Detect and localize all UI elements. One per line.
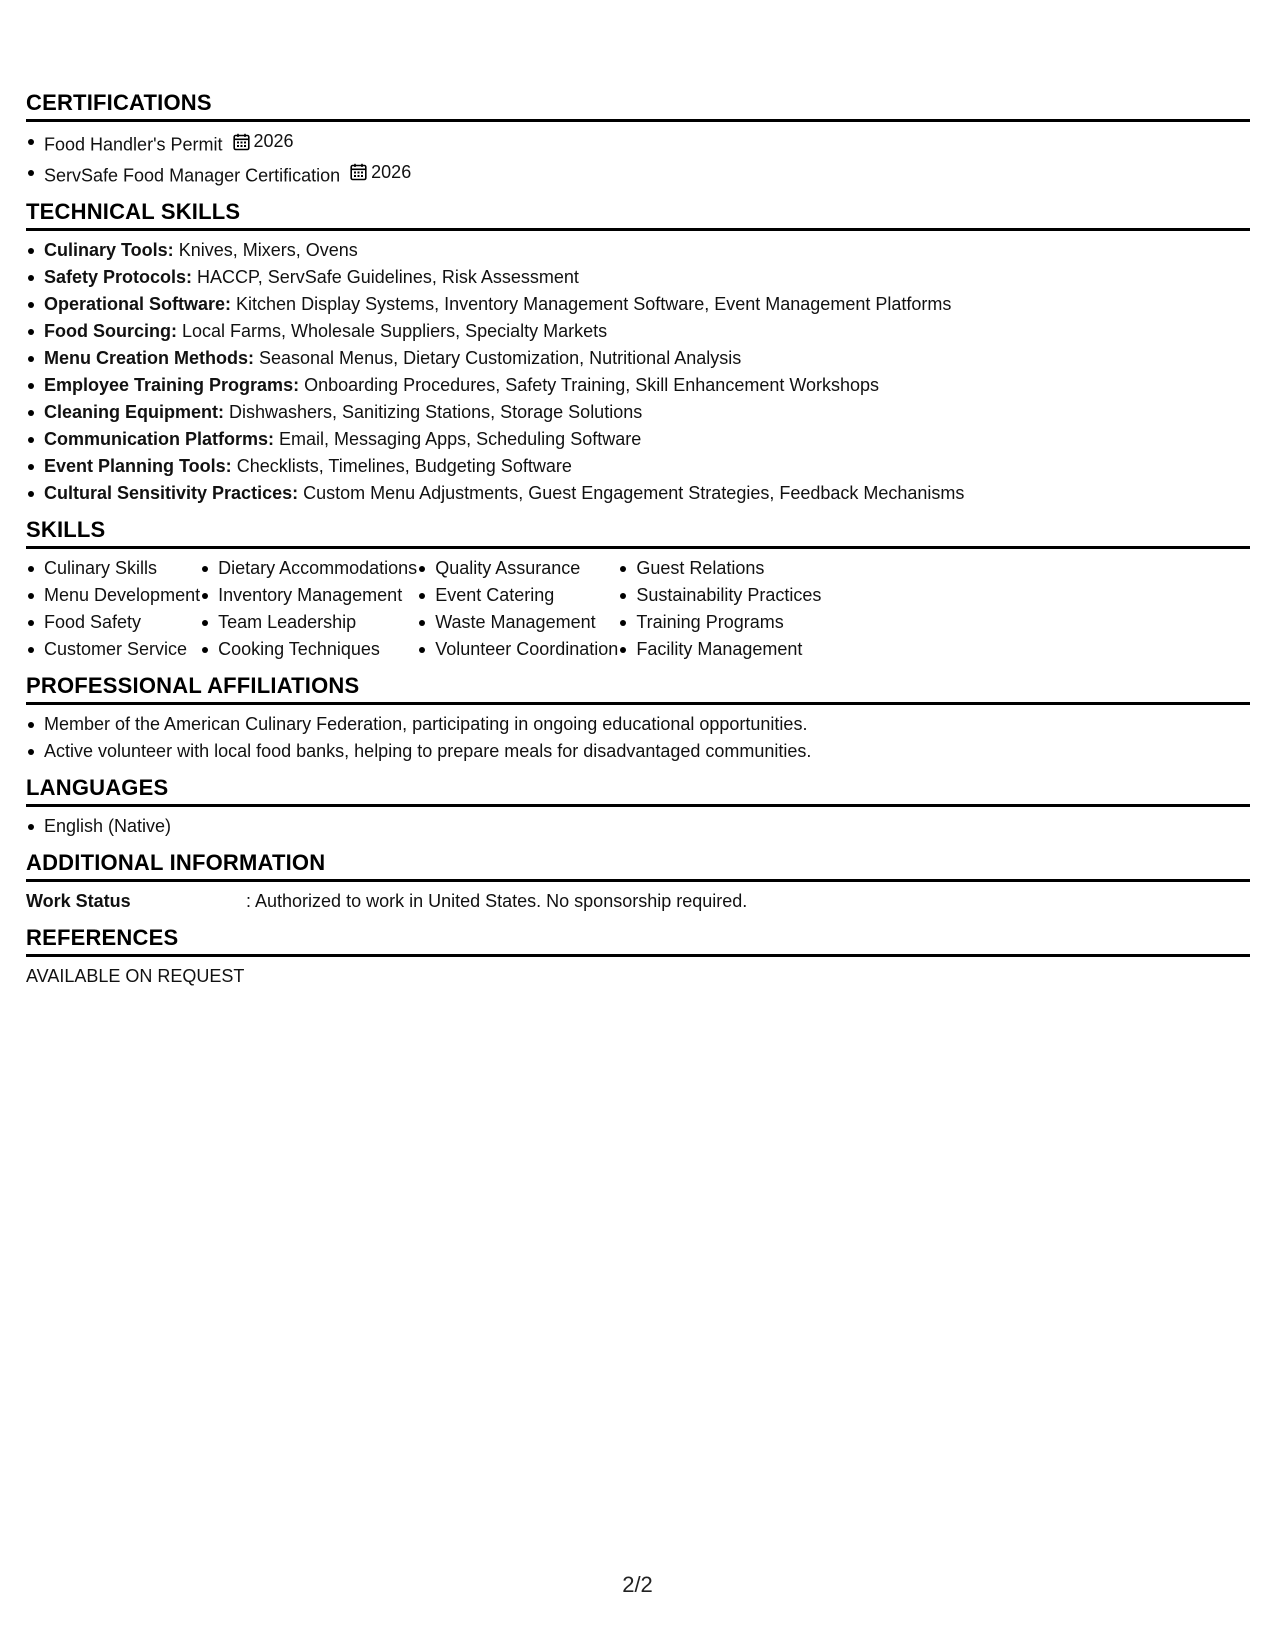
technical-skill-item [26, 237, 1250, 264]
technical-skill-item [26, 318, 1250, 345]
technical-skills-list [26, 237, 1250, 507]
skills-heading: SKILLS [26, 517, 1250, 549]
skill-item: Training Programs [618, 609, 821, 636]
certification-item [26, 128, 1250, 159]
skill-item: Food Safety [26, 609, 200, 636]
technical-skill-item [26, 264, 1250, 291]
skill-item: Sustainability Practices [618, 582, 821, 609]
languages-list [26, 813, 1250, 840]
technical-skill-value: HACCP, ServSafe Guidelines, Risk Assessment [192, 267, 579, 287]
skill-item: Facility Management [618, 636, 821, 663]
technical-skill-label: Event Planning Tools: [44, 456, 232, 476]
languages-section [26, 775, 1250, 840]
technical-skill-label: Safety Protocols: [44, 267, 193, 287]
technical-skill-value: Seasonal Menus, Dietary Customization, Nutritional Analysis [254, 348, 742, 368]
skills-section [26, 517, 1250, 663]
technical-skill-label: Employee Training Programs: [44, 375, 300, 395]
technical-skill-value: Kitchen Display Systems, Inventory Management Software, Event Management Platforms [231, 294, 952, 314]
skill-item: Team Leadership [200, 609, 417, 636]
certifications-section [26, 90, 1250, 189]
technical-skill-label: Menu Creation Methods: [44, 348, 254, 368]
references-heading: REFERENCES [26, 925, 1250, 957]
work-status-label: Work Status [26, 891, 131, 911]
resume-page [26, 90, 1250, 1000]
technical-skill-item [26, 291, 1250, 318]
technical-skill-item [26, 480, 1250, 507]
certifications-heading: CERTIFICATIONS [26, 90, 1250, 122]
page-number: 2/2 [622, 1572, 653, 1597]
technical-skill-label: Food Sourcing: [44, 321, 177, 341]
certification-year: 2026 [253, 131, 294, 151]
skill-item: Guest Relations [618, 555, 821, 582]
technical-skill-value: Dishwashers, Sanitizing Stations, Storage Solutions [224, 402, 643, 422]
affiliation-item: Active volunteer with local food banks, helping to prepare meals for disadvantaged communities. [26, 738, 1250, 765]
skill-item: Waste Management [417, 609, 618, 636]
affiliation-item: Member of the American Culinary Federation, participating in ongoing educational opportunities. [26, 711, 1250, 738]
language-item: English (Native) [26, 813, 1250, 840]
skills-column [200, 555, 417, 663]
technical-skill-value: Email, Messaging Apps, Scheduling Software [274, 429, 642, 449]
technical-skill-item [26, 372, 1250, 399]
skill-item: Culinary Skills [26, 555, 200, 582]
affiliations-heading: PROFESSIONAL AFFILIATIONS [26, 673, 1250, 705]
affiliations-list [26, 711, 1250, 765]
skill-item: Cooking Techniques [200, 636, 417, 663]
technical-skill-value: Onboarding Procedures, Safety Training, Skill Enhancement Workshops [299, 375, 880, 395]
technical-skill-item [26, 453, 1250, 480]
technical-skill-label: Operational Software: [44, 294, 232, 314]
calendar-icon [233, 133, 250, 151]
certification-item [26, 159, 1250, 190]
technical-skill-item [26, 426, 1250, 453]
work-status-row [26, 888, 1250, 915]
certification-date [350, 159, 411, 186]
technical-skill-value: Checklists, Timelines, Budgeting Software [231, 456, 572, 476]
technical-skills-section [26, 199, 1250, 507]
technical-skill-label: Cleaning Equipment: [44, 402, 224, 422]
additional-info-section [26, 850, 1250, 915]
technical-skill-label: Cultural Sensitivity Practices: [44, 483, 299, 503]
technical-skill-value: Knives, Mixers, Ovens [173, 240, 358, 260]
certification-year: 2026 [371, 161, 412, 182]
skills-column [417, 555, 618, 663]
languages-heading: LANGUAGES [26, 775, 1250, 807]
skill-item: Inventory Management [200, 582, 417, 609]
certification-name: Food Handler's Permit [44, 134, 223, 155]
skill-item: Quality Assurance [417, 555, 618, 582]
skills-grid [26, 555, 1250, 663]
calendar-icon [350, 163, 367, 181]
certification-date [233, 128, 294, 155]
certification-name: ServSafe Food Manager Certification [44, 165, 341, 185]
references-text: AVAILABLE ON REQUEST [26, 966, 245, 986]
technical-skill-value: Local Farms, Wholesale Suppliers, Specialty Markets [176, 321, 608, 341]
technical-skill-item [26, 399, 1250, 426]
technical-skill-value: Custom Menu Adjustments, Guest Engagement Strategies, Feedback Mechanisms [298, 483, 965, 503]
technical-skills-heading: TECHNICAL SKILLS [26, 199, 1250, 231]
skills-column [618, 555, 821, 663]
skill-item: Customer Service [26, 636, 200, 663]
skill-item: Volunteer Coordination [417, 636, 618, 663]
additional-info-heading: ADDITIONAL INFORMATION [26, 850, 1250, 882]
references-section [26, 925, 1250, 990]
affiliations-section [26, 673, 1250, 765]
work-status-value: : Authorized to work in United States. No sponsorship required. [246, 891, 748, 911]
skill-item: Event Catering [417, 582, 618, 609]
technical-skill-item [26, 345, 1250, 372]
skill-item: Dietary Accommodations [200, 555, 417, 582]
technical-skill-label: Communication Platforms: [44, 429, 275, 449]
skills-column [26, 555, 200, 663]
certifications-list [26, 128, 1250, 189]
technical-skill-label: Culinary Tools: [44, 240, 174, 260]
skill-item: Menu Development [26, 582, 200, 609]
